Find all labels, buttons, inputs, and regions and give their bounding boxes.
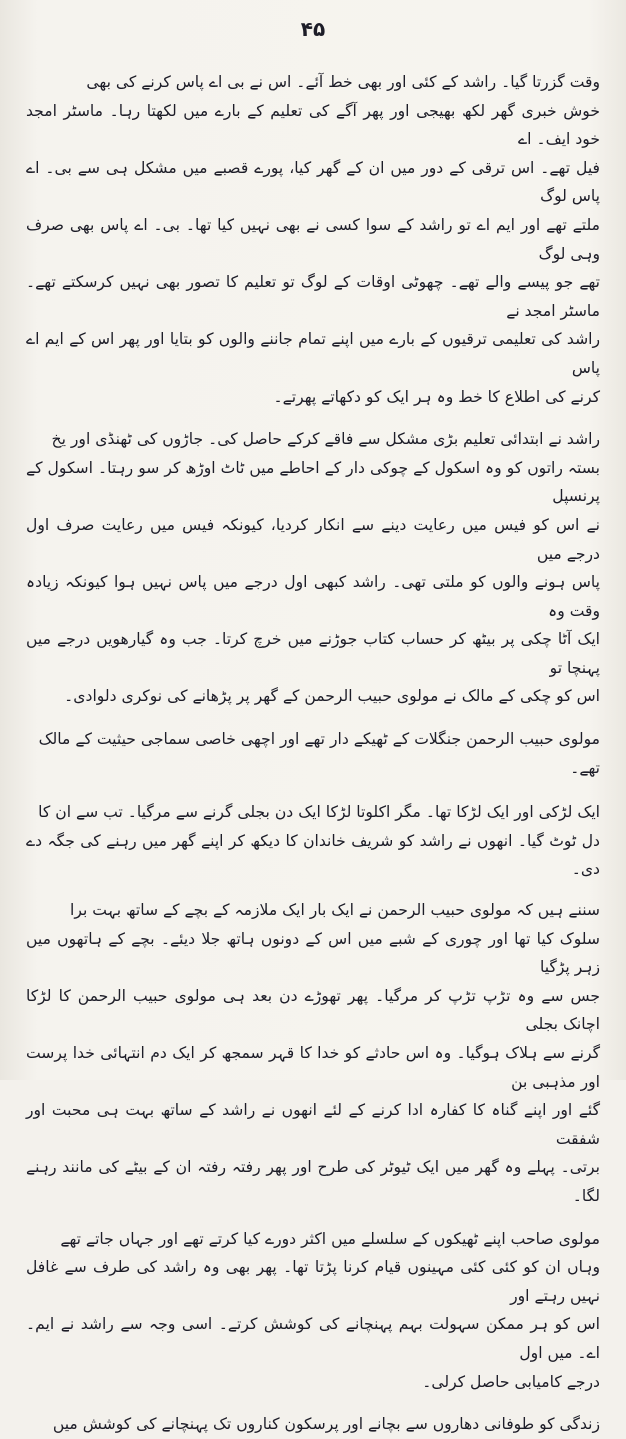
paragraph-2: راشد نے ابتدائی تعلیم بڑی مشکل سے فاقے کرکے حاصل کی۔ جاڑوں کی ٹھنڈی اور یخ بستہ راتوں کو وہ اسکول کے چوکی دار کے احاطے میں ٹاٹ اوڑھ کر سو رہتا۔ اسکول کے پرنسپل نے اس کو فیس میں رعایت دینے سے انکار کردیا، کیونکہ فیس میں رعایت صرف اول درجے میں پاس ہونے والوں کو ملتی تھی۔ راشد کبھی اول درجے میں پاس نہیں ہوا کیونکہ زیادہ وقت وہ ایک آٹا چکی پر بیٹھ کر حساب کتاب جوڑنے میں خرچ کرتا۔ جب وہ گیارھویں درجے میں پہنچا تو اس کو چکی کے مالک نے مولوی حبیب الرحمن کے گھر پر پڑھانے کی نوکری دلوادی۔ (26, 430, 600, 706)
paragraph-4: ایک لڑکی اور ایک لڑکا تھا۔ مگر اکلوتا لڑکا ایک دن بجلی گرنے سے مرگیا۔ تب سے ان کا دل ٹوٹ گیا۔ انھوں نے راشد کو شریف خاندان کا دیکھ کر اپنے گھر میں رہنے کی جگہ دے دی۔ (26, 803, 600, 879)
paragraph-1: وقت گزرتا گیا۔ راشد کے کئی اور بھی خط آئے۔ اس نے بی اے پاس کرنے کی بھی خوش خبری گھر لکھ بھیجی اور پھر آگے کی تعلیم کے بارے میں لکھتا رہا۔ ماسٹر امجد خود ایف۔ اے فیل تھے۔ اس ترقی کے دور میں ان کے گھر کیا، پورے قصبے میں مشکل ہی سے بی۔ اے پاس لوگ ملتے تھے اور ایم اے تو راشد کے سوا کسی نے بھی نہیں کیا تھا۔ بی۔ اے پاس بھی صرف وہی لوگ تھے جو پیسے والے تھے۔ چھوٹی اوقات کے لوگ تو تعلیم کا تصور بھی نہیں کرسکتے تھے۔ ماسٹر امجد نے راشد کی تعلیمی ترقیوں کے بارے میں اپنے تمام جاننے والوں کو بتایا اور پھر اس کے ایم اے پاس کرنے کی اطلاع کا خط وہ ہر ایک کو دکھاتے پھرتے۔ (26, 73, 600, 406)
page-number: ۴۵ (300, 17, 326, 41)
paragraph-6: مولوی صاحب اپنے ٹھیکوں کے سلسلے میں اکثر دورے کیا کرتے تھے اور جہاں جاتے تھے وہاں ان کو کئی کئی مہینوں قیام کرنا پڑتا تھا۔ پھر بھی وہ راشد کی طرف سے غافل نہیں رہتے اور اس کو ہر ممکن سہولت بہم پہنچانے کی کوشش کرتے۔ اسی وجہ سے راشد نے ایم۔ اے۔ میں اول درجے کامیابی حاصل کرلی۔ (26, 1229, 600, 1391)
paragraph-5: سننے ہیں کہ مولوی حبیب الرحمن نے ایک بار ایک ملازمہ کے بچے کے ساتھ بہت برا سلوک کیا تھا اور چوری کے شبے میں اس کے دونوں ہاتھ جلا دیئے۔ بچے کے ہاتھوں میں زہر پڑگیا جس سے وہ تڑپ تڑپ کر مرگیا۔ پھر تھوڑے دن بعد ہی مولوی حبیب الرحمن کا لڑکا اچانک بجلی گرنے سے ہلاک ہوگیا۔ وہ اس حادثے کو خدا کا قہر سمجھ کر ایک دم انتہائی خدا پرست اور مذہبی بن گئے اور اپنے گناہ کا کفارہ ادا کرنے کے لئے انھوں نے راشد کے ساتھ بہت ہی محبت اور شفقت برتی۔ پہلے وہ گھر میں ایک ٹیوٹر کی طرح اور پھر رفتہ رفتہ ان کے بیٹے کی مانند رہنے لگا۔ (26, 901, 600, 1205)
paragraph-3: مولوی حبیب الرحمن جنگلات کے ٹھیکے دار تھے اور اچھی خاصی سماجی حیثیت کے مالک تھے۔ (38, 730, 600, 777)
paragraph-7: زندگی کو طوفانی دھاروں سے بچانے اور پرسکون کناروں تک پہنچانے کی کوشش میں (52, 1415, 600, 1434)
